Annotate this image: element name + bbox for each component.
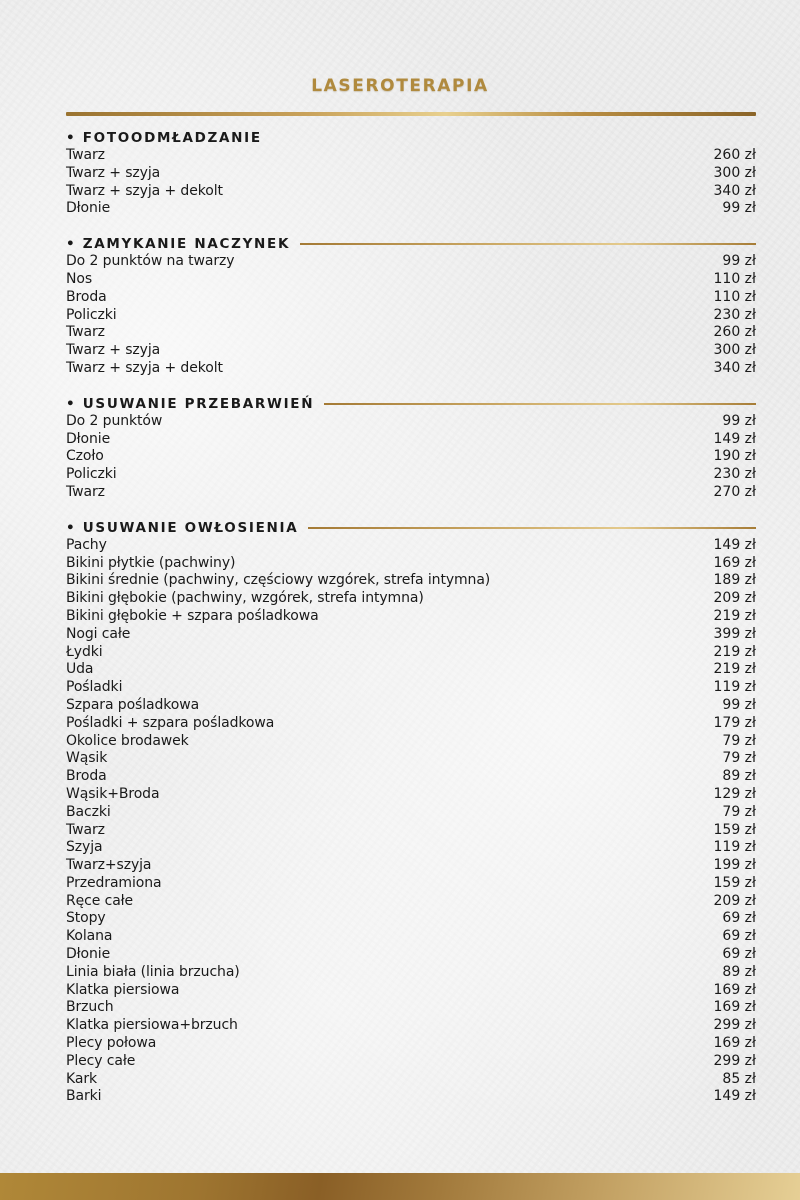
price-row [66,289,756,307]
price-row [66,697,756,715]
section-usuwanie-przebarwien [66,395,756,502]
service-price: 219 zł [713,661,756,678]
price-row [66,413,756,431]
price-row [66,786,756,804]
section-title: • USUWANIE PRZEBARWIEŃ [66,395,315,412]
price-row [66,822,756,840]
service-price: 69 zł [722,910,756,927]
service-name: Plecy całe [66,1052,136,1069]
service-name: Klatka piersiowa [66,981,180,998]
price-row [66,253,756,271]
section-title: • ZAMYKANIE NACZYNEK [66,236,291,253]
service-price: 340 zł [713,359,756,376]
service-name: Linia biała (linia brzucha) [66,963,240,980]
section-header [66,235,756,253]
price-row [66,768,756,786]
price-row [66,857,756,875]
service-price: 340 zł [713,182,756,199]
service-name: Barki [66,1088,102,1105]
service-price: 230 zł [713,466,756,483]
service-price: 199 zł [713,857,756,874]
price-row [66,839,756,857]
service-price: 129 zł [713,785,756,802]
price-row [66,733,756,751]
service-price: 79 zł [722,803,756,820]
service-name: Bikini średnie (pachwiny, częściowy wzgórek, strefa intymna) [66,572,491,589]
service-price: 119 zł [713,839,756,856]
service-price: 209 zł [713,590,756,607]
price-row [66,608,756,626]
service-price: 190 zł [713,448,756,465]
section-header [66,395,756,413]
section-items [66,147,756,218]
service-name: Szpara pośladkowa [66,696,200,713]
service-name: Bikini płytkie (pachwiny) [66,554,236,571]
service-name: Broda [66,288,107,305]
section-items [66,537,756,1107]
price-row [66,626,756,644]
service-name: Twarz + szyja [66,164,161,181]
service-name: Do 2 punktów na twarzy [66,253,235,270]
service-name: Nogi całe [66,625,131,642]
service-name: Twarz + szyja + dekolt [66,182,223,199]
service-price: 149 zł [713,536,756,553]
price-row [66,1053,756,1071]
service-name: Klatka piersiowa+brzuch [66,1017,238,1034]
service-price: 110 zł [713,270,756,287]
section-header [66,129,756,147]
price-row [66,200,756,218]
service-name: Twarz + szyja + dekolt [66,359,223,376]
price-row [66,572,756,590]
price-row [66,946,756,964]
service-name: Baczki [66,803,111,820]
price-row [66,484,756,502]
price-row [66,555,756,573]
price-row [66,590,756,608]
service-price: 399 zł [713,625,756,642]
service-name: Pośladki + szpara pośladkowa [66,714,275,731]
service-name: Do 2 punktów [66,412,163,429]
service-name: Pośladki [66,679,123,696]
price-row [66,964,756,982]
service-name: Twarz [66,324,105,341]
service-price: 230 zł [713,306,756,323]
price-row [66,466,756,484]
price-row [66,875,756,893]
price-row [66,1017,756,1035]
section-header [66,519,756,537]
service-price: 99 zł [722,200,756,217]
price-row [66,307,756,325]
price-row [66,644,756,662]
service-price: 149 zł [713,430,756,447]
service-name: Dłonie [66,430,111,447]
service-price: 169 zł [713,1035,756,1052]
page-title: LASEROTERAPIA [311,76,489,96]
service-price: 219 zł [713,607,756,624]
service-price: 69 zł [722,928,756,945]
service-price: 299 zł [713,1017,756,1034]
price-row [66,1035,756,1053]
price-row [66,910,756,928]
service-price: 99 zł [722,696,756,713]
section-title: • USUWANIE OWŁOSIENIA [66,519,299,536]
price-row [66,448,756,466]
section-items [66,413,756,502]
service-price: 69 zł [722,946,756,963]
service-price: 260 zł [713,324,756,341]
service-price: 169 zł [713,981,756,998]
service-price: 79 zł [722,750,756,767]
service-name: Policzki [66,466,117,483]
price-row [66,183,756,201]
service-price: 260 zł [713,147,756,163]
service-name: Dłonie [66,200,111,217]
price-list [66,129,756,1123]
service-name: Okolice brodawek [66,732,189,749]
price-row [66,661,756,679]
service-name: Wąsik+Broda [66,785,160,802]
price-row [66,271,756,289]
service-name: Brzuch [66,999,114,1016]
service-price: 119 zł [713,679,756,696]
price-row [66,715,756,733]
service-price: 270 zł [713,483,756,500]
footer-gold-bar [0,1173,800,1200]
service-price: 169 zł [713,999,756,1016]
service-name: Dłonie [66,946,111,963]
section-divider [300,243,756,245]
price-row [66,982,756,1000]
service-name: Twarz + szyja [66,342,161,359]
service-name: Szyja [66,839,103,856]
service-price: 89 zł [722,768,756,785]
section-title: • FOTOODMŁADZANIE [66,130,262,146]
service-name: Ręce całe [66,892,134,909]
service-price: 300 zł [713,164,756,181]
service-name: Twarz [66,483,105,500]
price-row [66,342,756,360]
service-price: 209 zł [713,892,756,909]
service-name: Twarz+szyja [66,857,152,874]
service-name: Bikini głębokie + szpara pośladkowa [66,607,319,624]
service-price: 110 zł [713,288,756,305]
service-name: Twarz [66,147,105,163]
price-row [66,165,756,183]
service-price: 179 zł [713,714,756,731]
section-divider [308,527,756,529]
service-name: Uda [66,661,94,678]
service-name: Stopy [66,910,106,927]
section-items [66,253,756,378]
service-price: 85 zł [722,1070,756,1087]
service-price: 189 zł [713,572,756,589]
price-row [66,1071,756,1089]
price-row [66,324,756,342]
price-row [66,147,756,165]
price-row [66,360,756,378]
service-price: 159 zł [713,821,756,838]
service-price: 99 zł [722,412,756,429]
price-row [66,750,756,768]
price-row [66,679,756,697]
price-row [66,1088,756,1106]
service-price: 99 zł [722,253,756,270]
service-price: 219 zł [713,643,756,660]
service-name: Kark [66,1070,97,1087]
service-price: 299 zł [713,1052,756,1069]
service-price: 300 zł [713,342,756,359]
service-name: Wąsik [66,750,108,767]
service-name: Łydki [66,643,103,660]
service-name: Nos [66,270,93,287]
service-name: Bikini głębokie (pachwiny, wzgórek, strefa intymna) [66,590,424,607]
section-zamykanie-naczynek [66,235,756,378]
section-divider [324,403,756,405]
service-name: Kolana [66,928,113,945]
price-row [66,893,756,911]
title-divider [66,112,756,116]
service-name: Czoło [66,448,104,465]
service-name: Pachy [66,536,107,553]
section-fotoodmladzanie [66,129,756,218]
service-price: 159 zł [713,874,756,891]
price-row [66,804,756,822]
price-row [66,999,756,1017]
section-usuwanie-owlosienia [66,519,756,1107]
service-name: Twarz [66,821,105,838]
service-name: Plecy połowa [66,1035,157,1052]
service-price: 89 zł [722,963,756,980]
price-row [66,928,756,946]
service-name: Przedramiona [66,874,162,891]
service-name: Broda [66,768,107,785]
price-row [66,431,756,449]
service-price: 79 zł [722,732,756,749]
service-name: Policzki [66,306,117,323]
service-price: 149 zł [713,1088,756,1105]
price-row [66,537,756,555]
service-price: 169 zł [713,554,756,571]
